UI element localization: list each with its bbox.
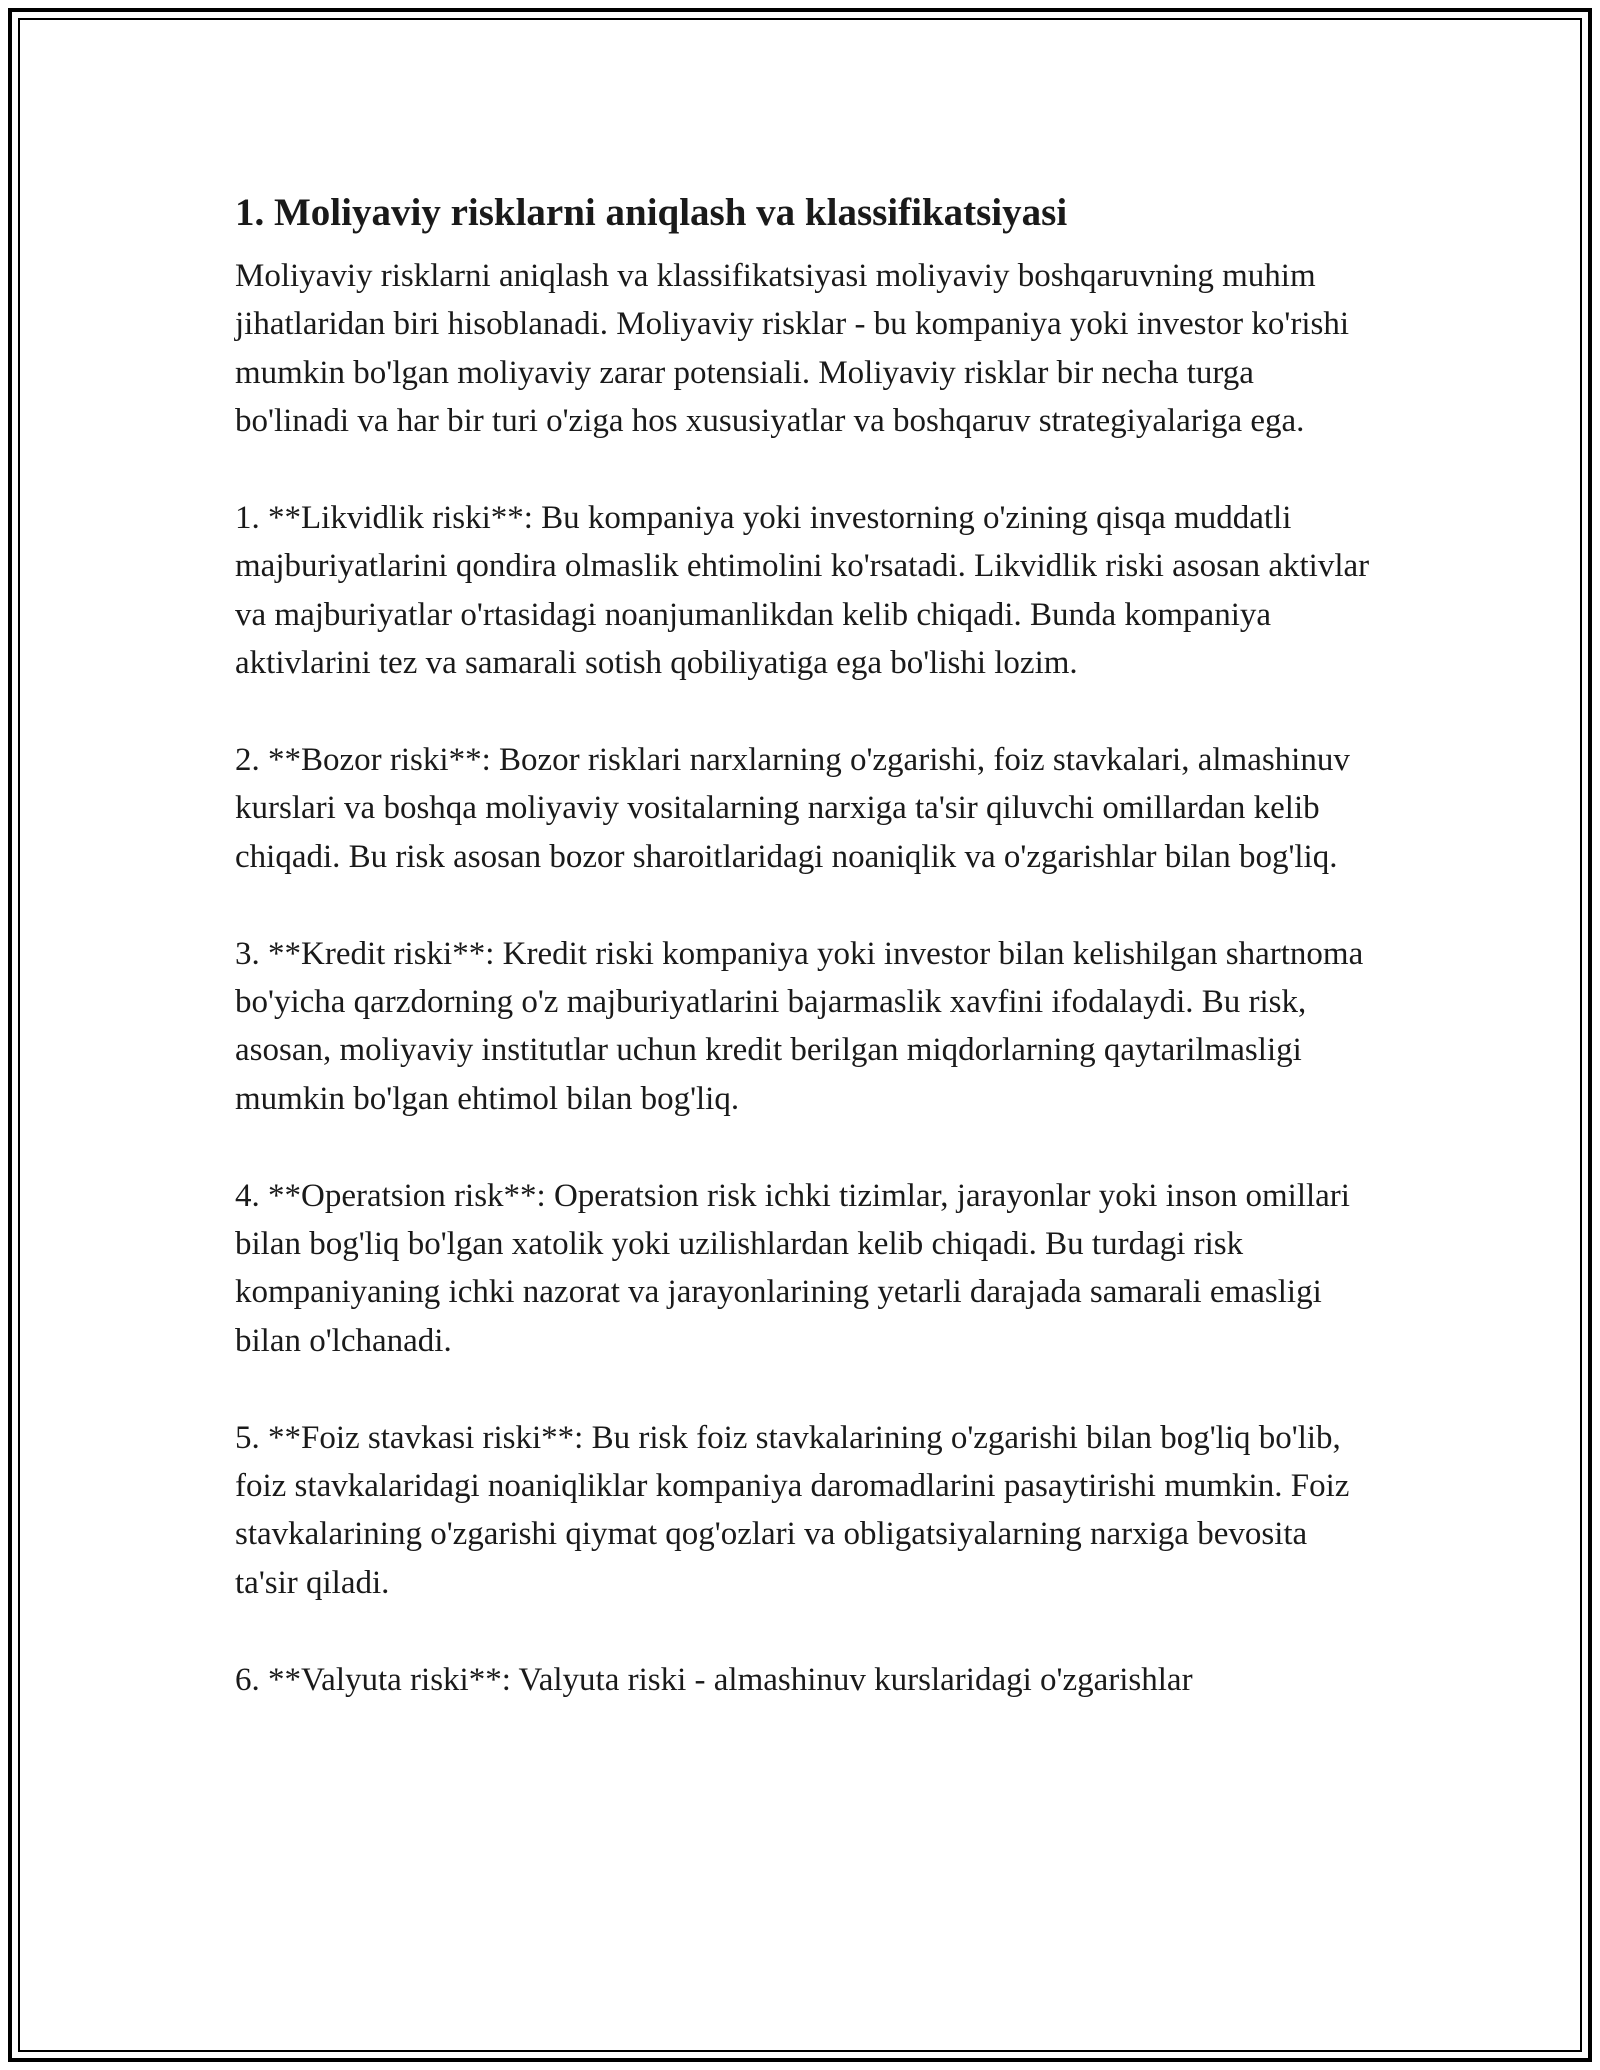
paragraph-currency-risk: 6. **Valyuta riski**: Valyuta riski - almashinuv kurslaridagi o'zgarishlar <box>235 1661 1193 1698</box>
paragraph-market-risk: 2. **Bozor riski**: Bozor risklari narxlarning o'zgarishi, foiz stavkalari, almashinuv kurslari va boshqa moliyaviy vositalarning narxiga ta'sir qiluvchi omillardan kelib chiqadi. Bu risk asosan bozor sharoitlaridagi noaniqlik va o'zgarishlar bilan bog'liq. <box>235 742 1350 875</box>
paragraph-credit-risk: 3. **Kredit riski**: Kredit riski kompaniya yoki investor bilan kelishilgan shartnoma bo'yicha qarzdorning o'z majburiyatlarini bajarmaslik xavfini ifodalaydi. Bu risk, asosan, moliyaviy institutlar uchun kredit berilgan miqdorlarning qaytarilmasligi mumkin bo'lgan ehtimol bilan bog'liq. <box>235 935 1364 1117</box>
document-body <box>235 186 1375 1752</box>
intro-paragraph: Moliyaviy risklarni aniqlash va klassifikatsiyasi moliyaviy boshqaruvning muhim jihatlaridan biri hisoblanadi. Moliyaviy risklar - bu kompaniya yoki investor ko'rishi mumkin bo'lgan moliyaviy zarar potensiali. Moliyaviy risklar bir necha turga bo'linadi va har bir turi o'ziga hos xususiyatlar va boshqaruv strategiyalariga ega. <box>235 258 1350 440</box>
paragraph-interest-rate-risk: 5. **Foiz stavkasi riski**: Bu risk foiz stavkalarining o'zgarishi bilan bog'liq bo'lib, foiz stavkalaridagi noaniqliklar kompaniya daromadlarini pasaytirishi mumkin. Foiz stavkalarining o'zgarishi qiymat qog'ozlari va obligatsiyalarning narxiga bevosita ta'sir qiladi. <box>235 1419 1350 1601</box>
section-heading: 1. Moliyaviy risklarni aniqlash va klassifikatsiyasi <box>235 191 1068 234</box>
paragraph-liquidity-risk: 1. **Likvidlik riski**: Bu kompaniya yoki investorning o'zining qisqa muddatli majburiyatlarini qondira olmaslik ehtimolini ko'rsatadi. Likvidlik riski asosan aktivlar va majburiyatlar o'rtasidagi noanjumanlikdan kelib chiqadi. Bunda kompaniya aktivlarini tez va samarali sotish qobiliyatiga ega bo'lishi lozim. <box>235 500 1370 682</box>
paragraph-operational-risk: 4. **Operatsion risk**: Operatsion risk ichki tizimlar, jarayonlar yoki inson omillari bilan bog'liq bo'lgan xatolik yoki uzilishlardan kelib chiqadi. Bu turdagi risk kompaniyaning ichki nazorat va jarayonlarining yetarli darajada samarali emasligi bilan o'lchanadi. <box>235 1177 1350 1359</box>
